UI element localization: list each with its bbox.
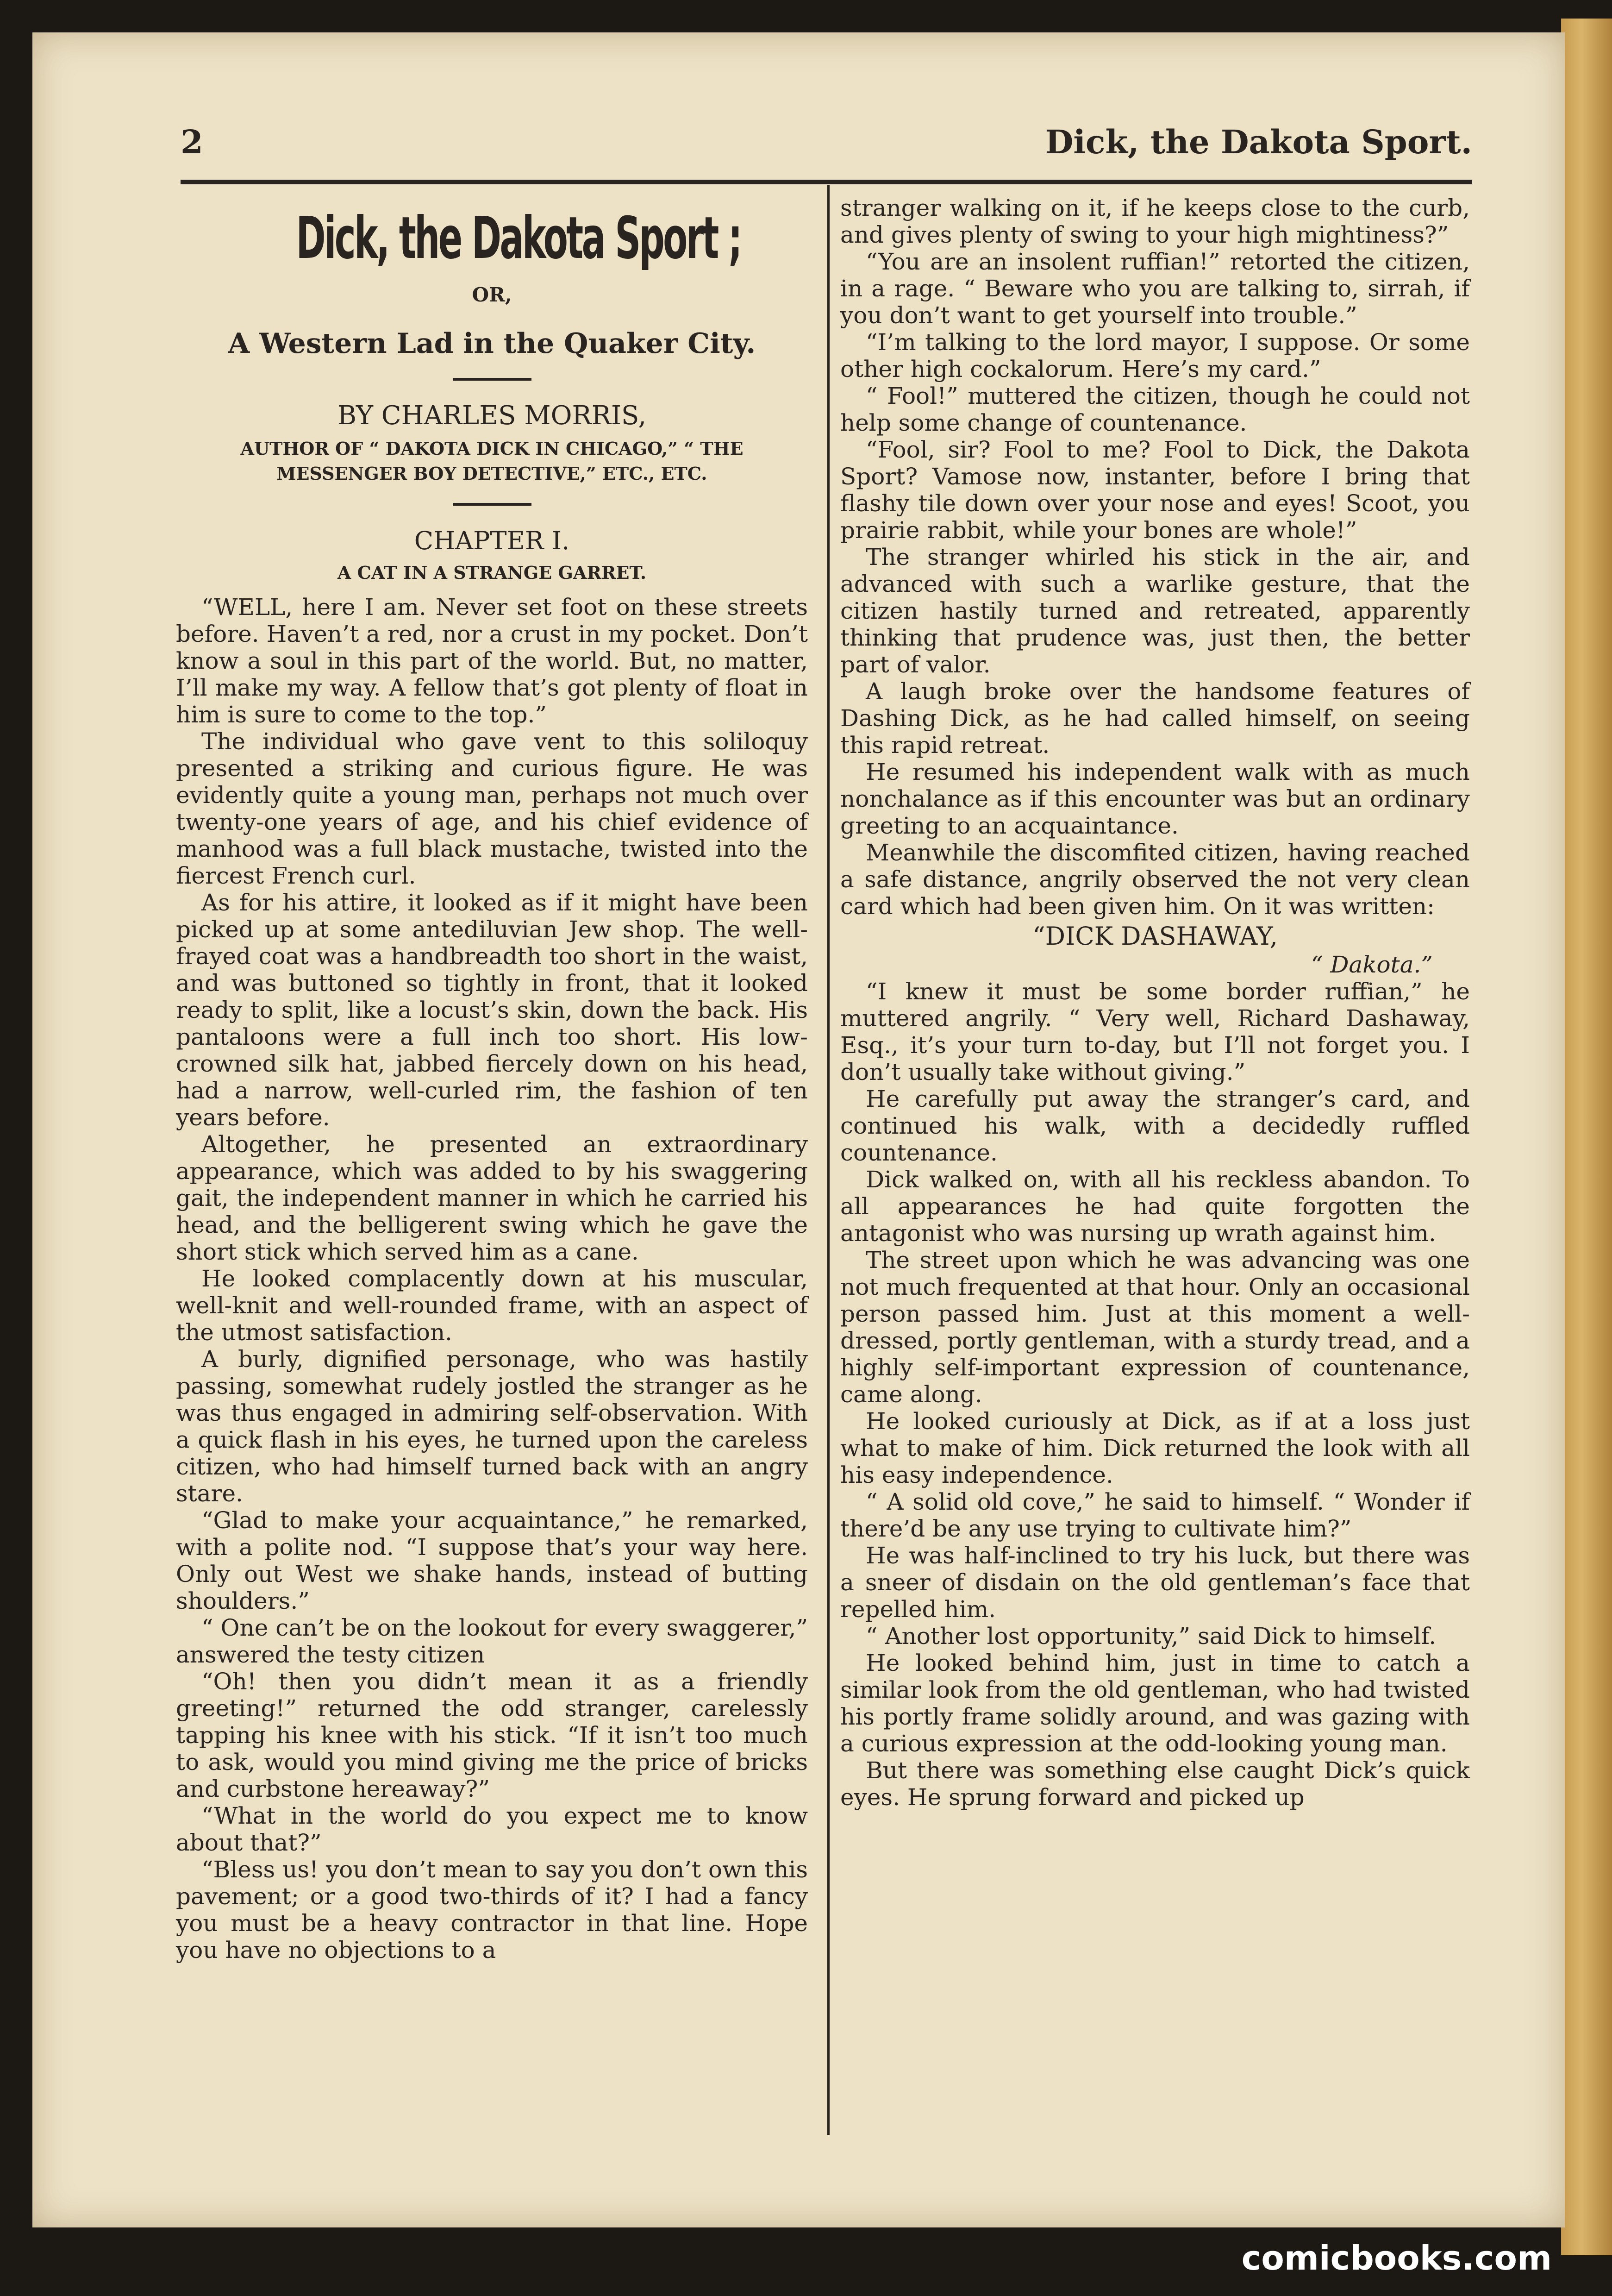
paragraph: He resumed his independent walk with as much nonchalance as if this encounter was but an ordinary greeting to an acquaintance. — [840, 759, 1470, 839]
paragraph: A burly, dignified personage, who was hastily passing, somewhat rudely jostled the stranger as he was thus engaged in admiring self-observation. With a quick flash in his eyes, he turned upon the careless citizen, who had himself turned back with an angry stare. — [176, 1346, 808, 1507]
paragraph: “ Fool!” muttered the citizen, though he could not help some change of countenance. — [840, 383, 1470, 436]
paragraph: “I knew it must be some border ruffian,” he muttered angrily. “ Very well, Richard Dashaway, Esq., it’s your turn to-day, but I’ll not forget you. I don’t usually take without giving.” — [840, 978, 1470, 1085]
short-rule — [453, 378, 531, 381]
paragraph: Altogether, he presented an extraordinary appearance, which was added to by his swaggering gait, the independent manner in which he carried his head, and the belligerent swing which he gave the short stick which served him as a cane. — [176, 1131, 808, 1265]
short-rule — [453, 503, 531, 506]
paragraph: “Glad to make your acquaintance,” he remarked, with a polite nod. “I suppose that’s your way here. Only out West we shake hands, instead of butting shoulders.” — [176, 1507, 808, 1614]
chapter-heading: CHAPTER I. — [414, 526, 570, 555]
byline: BY CHARLES MORRIS, — [337, 401, 647, 431]
paragraph: stranger walking on it, if he keeps close to the curb, and gives plenty of swing to your high mightiness?” — [840, 194, 1470, 248]
card-name: “DICK DASHAWAY, — [1032, 922, 1278, 951]
page-number: 2 — [181, 123, 203, 161]
watermark: comicbooks.com — [1241, 2239, 1552, 2277]
card-place: “ Dakota.” — [1311, 951, 1433, 978]
paragraph: He looked curiously at Dick, as if at a loss just what to make of him. Dick returned the look with all his easy independence. — [840, 1408, 1470, 1488]
paragraph: Meanwhile the discomfited citizen, having reached a safe distance, angrily observed the not very clean card which had been given him. On it was written: — [840, 839, 1470, 920]
paragraph: “What in the world do you expect me to know about that?” — [176, 1802, 808, 1856]
paragraph: A laugh broke over the handsome features of Dashing Dick, as he had called himself, on seeing this rapid retreat. — [840, 678, 1470, 759]
story-title: Dick, the Dakota Sport ; — [296, 205, 741, 272]
page-edge — [1561, 19, 1612, 2255]
paragraph: “You are an insolent ruffian!” retorted the citizen, in a rage. “ Beware who you are talking to, sirrah, if you don’t want to get yourself into trouble.” — [840, 248, 1470, 329]
title-or: OR, — [472, 283, 512, 306]
paragraph: “Fool, sir? Fool to me? Fool to Dick, the Dakota Sport? Vamose now, instanter, before I bring that flashy tile down over your nose and eyes! Scoot, you prairie rabbit, while your bones are whole!” — [840, 436, 1470, 544]
paragraph: He looked behind him, just in time to catch a similar look from the old gentleman, who had twisted his portly frame solidly around, and was gazing with a curious expression at the odd-looking young man. — [840, 1650, 1470, 1757]
story-subtitle: A Western Lad in the Quaker City. — [228, 327, 756, 360]
left-column — [176, 194, 808, 1964]
paragraph: But there was something else caught Dick’s quick eyes. He sprung forward and picked up — [840, 1757, 1470, 1811]
page-header — [181, 118, 1472, 174]
header-rule — [181, 180, 1472, 184]
paragraph: “I’m talking to the lord mayor, I suppose. Or some other high cockalorum. Here’s my card.” — [840, 329, 1470, 383]
paragraph: The stranger whirled his stick in the air, and advanced with such a warlike gesture, that the citizen hastily turned and retreated, apparently thinking that prudence was, just then, the better part of valor. — [840, 544, 1470, 678]
paragraph: The street upon which he was advancing was one not much frequented at that hour. Only an occasional person passed him. Just at this moment a well-dressed, portly gentleman, with a sturdy tread, and a highly self-important expression of countenance, came along. — [840, 1247, 1470, 1408]
paragraph: As for his attire, it looked as if it might have been picked up at some antediluvian Jew shop. The well-frayed coat was a handbreadth too short in the waist, and was buttoned so tightly in front, that it looked ready to split, like a locust’s skin, down the back. His pantaloons were a full inch too short. His low-crowned silk hat, jabbed fiercely down on his head, had a narrow, well-curled rim, the fashion of ten years before. — [176, 889, 808, 1131]
right-column — [840, 194, 1470, 1811]
running-head: Dick, the Dakota Sport. — [1045, 123, 1472, 161]
paragraph: “WELL, here I am. Never set foot on these streets before. Haven’t a red, nor a crust in my pocket. Don’t know a soul in this part of the world. But, no matter, I’ll make my way. A fellow that’s got plenty of float in him is sure to come to the top.” — [176, 594, 808, 728]
paragraph: “ Another lost opportunity,” said Dick to himself. — [866, 1623, 1437, 1650]
paragraph: The individual who gave vent to this soliloquy presented a striking and curious figure. He was evidently quite a young man, perhaps not much over twenty-one years of age, and his chief evidence of manhood was a full black mustache, twisted into the fiercest French curl. — [176, 728, 808, 889]
chapter-title: A CAT IN A STRANGE GARRET. — [337, 562, 647, 583]
paragraph: “ One can’t be on the lookout for every swaggerer,” answered the testy citizen — [176, 1614, 808, 1668]
paragraph: He carefully put away the stranger’s card, and continued his walk, with a decidedly ruffled countenance. — [840, 1085, 1470, 1166]
paragraph: Dick walked on, with all his reckless abandon. To all appearances he had quite forgotten the antagonist who was nursing up wrath against him. — [840, 1166, 1470, 1247]
paragraph: “Oh! then you didn’t mean it as a friendly greeting!” returned the odd stranger, carelessly tapping his knee with his stick. “If it isn’t too much to ask, would you mind giving me the price of bricks and curbstone hereaway?” — [176, 1668, 808, 1802]
paragraph: “Bless us! you don’t mean to say you don’t own this pavement; or a good two-thirds of it? I had a fancy you must be a heavy contractor in that line. Hope you have no objections to a — [176, 1856, 808, 1964]
paragraph: He looked complacently down at his muscular, well-knit and well-rounded frame, with an aspect of the utmost satisfaction. — [176, 1265, 808, 1346]
author-note: AUTHOR OF “ DAKOTA DICK IN CHICAGO,” “ THE MESSENGER BOY DETECTIVE,” ETC., ETC. — [240, 438, 744, 484]
column-divider — [827, 185, 830, 2135]
paragraph: “ A solid old cove,” he said to himself. “ Wonder if there’d be any use trying to cultivate him?” — [840, 1488, 1470, 1542]
paragraph: He was half-inclined to try his luck, but there was a sneer of disdain on the old gentleman’s face that repelled him. — [840, 1542, 1470, 1623]
